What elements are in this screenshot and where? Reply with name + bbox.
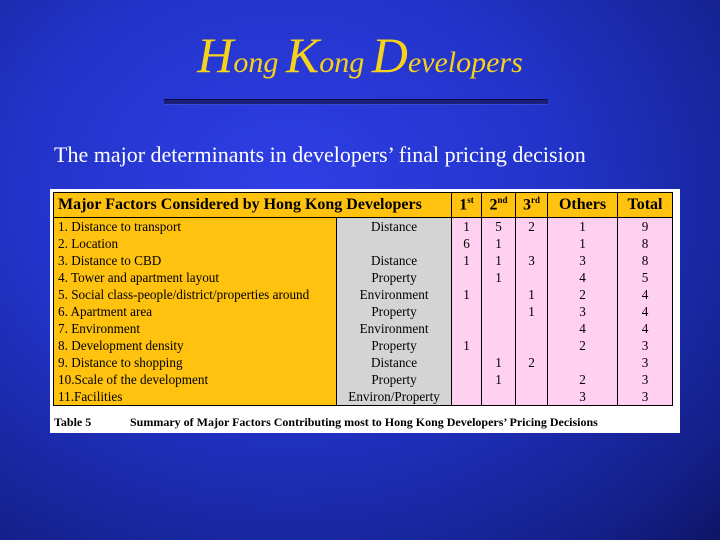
- header-total: Total: [618, 193, 673, 218]
- second-cell: 1: [495, 253, 502, 268]
- second-cell: 5: [495, 219, 502, 234]
- total-cell: 4: [641, 321, 649, 336]
- first-column: [452, 218, 482, 406]
- title-rest-1: ong: [233, 46, 286, 79]
- others-cell: 3: [579, 253, 586, 268]
- second-cell: [482, 388, 515, 405]
- factor-cell: 7. Environment: [58, 321, 141, 336]
- factor-cell: 2. Location: [58, 236, 119, 251]
- factor-cell: 4. Tower and apartment layout: [58, 270, 220, 285]
- factor-cell: 11.Facilities: [58, 389, 123, 404]
- header-factor: Major Factors Considered by Hong Kong Developers: [54, 193, 452, 218]
- third-cell: [516, 388, 547, 405]
- table-caption: [54, 415, 598, 430]
- factor-cell: 10.Scale of the development: [58, 372, 209, 387]
- category-cell: Distance: [370, 253, 418, 268]
- first-cell: 1: [463, 287, 470, 302]
- third-cell: 1: [528, 304, 535, 319]
- category-cell: Property: [371, 270, 417, 285]
- total-cell: 5: [641, 270, 649, 285]
- third-cell: [516, 337, 547, 354]
- factors-table: [53, 192, 673, 406]
- third-cell: [516, 320, 547, 337]
- first-cell: [452, 320, 481, 337]
- category-cell: Environment: [359, 287, 429, 302]
- others-cell: 4: [579, 270, 586, 285]
- category-cell: Property: [371, 304, 417, 319]
- first-cell: [452, 388, 481, 405]
- header-first-sup: st: [467, 195, 474, 206]
- third-cell: [516, 235, 547, 252]
- category-column: [337, 218, 452, 406]
- total-cell: 8: [641, 253, 649, 268]
- second-cell: 1: [495, 270, 502, 285]
- header-second-sup: nd: [497, 195, 508, 206]
- title-initial-h: H: [197, 27, 234, 83]
- caption-text: Summary of Major Factors Contributing most to Hong Kong Developers’ Pricing Decisions: [130, 415, 598, 429]
- header-third-num: 3: [523, 196, 531, 214]
- others-cell: 2: [579, 338, 586, 353]
- category-cell: Property: [371, 372, 417, 387]
- first-cell: 1: [463, 253, 470, 268]
- second-cell: 1: [495, 236, 502, 251]
- others-cell: 2: [579, 287, 586, 302]
- second-column: [482, 218, 516, 406]
- table-body-row: [54, 218, 673, 406]
- third-cell: 2: [528, 219, 535, 234]
- second-cell: [482, 337, 515, 354]
- second-cell: 1: [495, 355, 502, 370]
- second-cell: [482, 286, 515, 303]
- first-cell: 1: [463, 219, 470, 234]
- third-cell: [516, 269, 547, 286]
- factor-cell: 9. Distance to shopping: [58, 355, 183, 370]
- header-second-num: 2: [489, 196, 498, 214]
- factor-cell: 3. Distance to CBD: [58, 253, 162, 268]
- factor-cell: 6. Apartment area: [58, 304, 153, 319]
- total-cell: 8: [641, 236, 649, 251]
- header-first-num: 1: [459, 196, 468, 214]
- header-third-sup: rd: [531, 195, 540, 206]
- second-cell: [482, 320, 515, 337]
- factor-column: [54, 218, 337, 406]
- total-cell: 4: [641, 287, 649, 302]
- others-column: [548, 218, 618, 406]
- title-initial-k: K: [285, 27, 320, 83]
- third-cell: 2: [528, 355, 535, 370]
- first-cell: 6: [463, 236, 470, 251]
- total-cell: 3: [641, 355, 649, 370]
- header-first: [452, 193, 482, 218]
- total-cell: 3: [641, 389, 649, 404]
- table-header-row: [54, 193, 673, 218]
- first-cell: [452, 269, 481, 286]
- title-rest-2: ong: [319, 46, 372, 79]
- others-cell: 3: [579, 304, 586, 319]
- category-cell: [337, 235, 451, 252]
- others-cell: [548, 354, 617, 371]
- category-cell: Property: [371, 338, 417, 353]
- first-cell: 1: [463, 338, 470, 353]
- total-cell: 9: [641, 219, 649, 234]
- category-cell: Environment: [359, 321, 429, 336]
- others-cell: 1: [579, 219, 586, 234]
- third-cell: 1: [528, 287, 535, 302]
- factor-cell: 8. Development density: [58, 338, 184, 353]
- category-cell: Distance: [370, 355, 418, 370]
- total-column: [618, 218, 673, 406]
- first-cell: [452, 371, 481, 388]
- caption-label: Table 5: [54, 415, 92, 429]
- factor-cell: 5. Social class-people/district/properties around: [58, 287, 310, 302]
- slide-title: [0, 26, 720, 84]
- others-cell: 1: [579, 236, 586, 251]
- total-cell: 3: [641, 338, 649, 353]
- third-cell: 3: [528, 253, 535, 268]
- title-underline: [164, 99, 548, 105]
- category-cell: Distance: [370, 219, 418, 234]
- third-column: [516, 218, 548, 406]
- slide-subtitle: The major determinants in developers’ final pricing decision: [54, 142, 586, 167]
- category-cell: Environ/Property: [348, 389, 440, 404]
- header-others: Others: [548, 193, 618, 218]
- total-cell: 4: [641, 304, 649, 319]
- third-cell: [516, 371, 547, 388]
- first-cell: [452, 303, 481, 320]
- total-cell: 3: [641, 372, 649, 387]
- factors-table-image: [50, 189, 680, 433]
- others-cell: 4: [579, 321, 586, 336]
- title-rest-3: evelopers: [407, 46, 523, 79]
- header-second: [482, 193, 516, 218]
- first-cell: [452, 354, 481, 371]
- others-cell: 2: [579, 372, 586, 387]
- second-cell: 1: [495, 372, 502, 387]
- others-cell: 3: [579, 389, 586, 404]
- factor-cell: 1. Distance to transport: [58, 219, 182, 234]
- title-initial-d: D: [371, 27, 408, 83]
- header-third: [516, 193, 548, 218]
- second-cell: [482, 303, 515, 320]
